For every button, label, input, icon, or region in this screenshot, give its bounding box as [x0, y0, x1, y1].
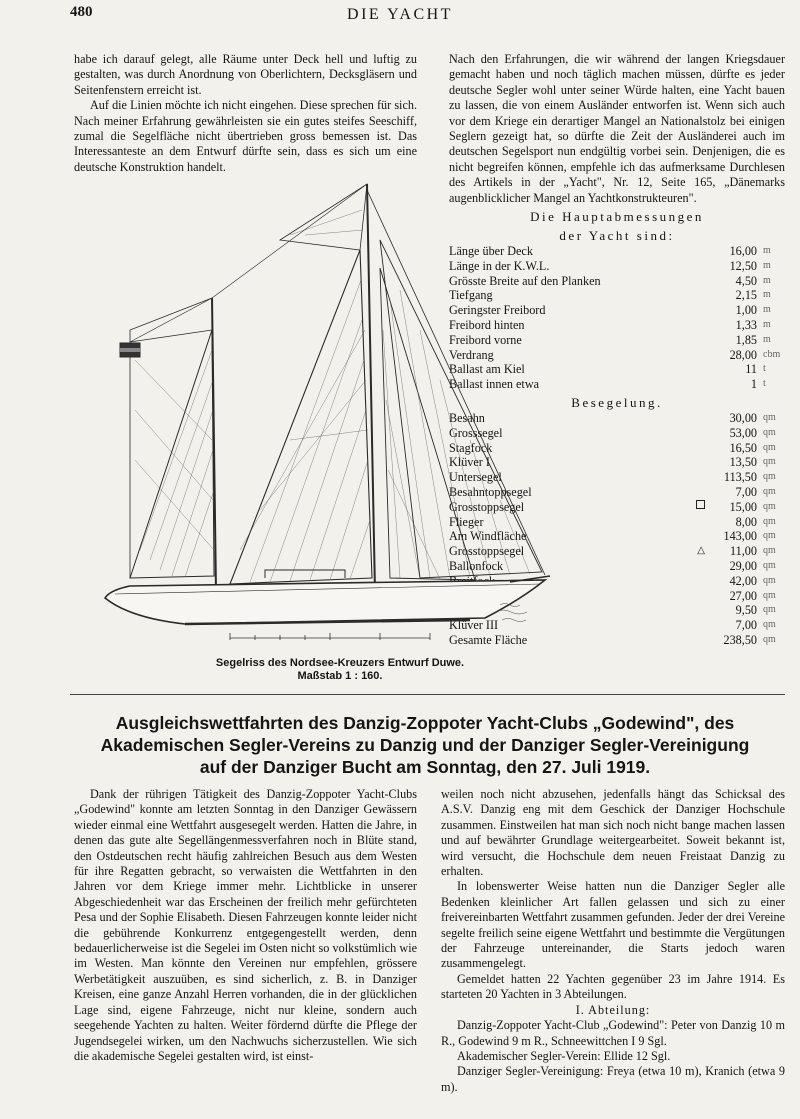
spec-unit: m: [763, 274, 771, 286]
paragraph: Auf die Linien möchte ich nicht eingehen. Diese sprechen für sich. Nach meiner Erfahrung gewährleisten sie ein gutes steifes Seeschiff, zumal die Segelfläche nicht übertrieben gross bemessen ist. Das Interessanteste an dem Entwurf dürfte sein, dass es sich um eine deutsche Konstruktion handelt.: [74, 98, 417, 174]
sail-plan-drawing: [90, 180, 560, 640]
spec-unit: t: [763, 378, 766, 390]
spec-value: 29,00: [729, 559, 757, 573]
article-headline: [60, 712, 790, 778]
triangle-symbol-icon: △: [697, 545, 705, 557]
spec-label: Besahn: [449, 411, 485, 426]
hull: [105, 580, 545, 624]
spec-label: Ballast am Kiel: [449, 362, 525, 377]
spec-unit: qm: [763, 589, 776, 601]
spec-label: Untersegel: [449, 470, 502, 485]
spec-value: 27,00: [729, 588, 757, 603]
page-number: 480: [70, 4, 93, 20]
spec-label: Flieger: [449, 514, 484, 529]
spec-unit: m: [763, 304, 771, 316]
spec-label: Grosstoppsegel: [449, 544, 525, 559]
spec-value: 7,00: [735, 618, 757, 633]
spec-value: 4,50: [735, 273, 757, 288]
headline-line: auf der Danziger Bucht am Sonntag, den 27. Juli 1919.: [199, 757, 651, 777]
article-right-column: [441, 787, 785, 1095]
spec-value: 143,00: [723, 529, 757, 544]
dimensions-heading-2: der Yacht sind:: [559, 228, 675, 244]
spec-value: 238,50: [723, 632, 757, 647]
spec-value: 113,50: [723, 470, 757, 485]
main-mast: [367, 184, 375, 592]
section-heading: I. Abteilung:: [575, 1002, 651, 1017]
spec-value: 15,00: [729, 499, 757, 514]
paragraph: In lobenswerter Weise hatten nun die Danziger Segler alle Bedenken kleinlicher Art fallen gelassen und sich zu einer freivereinbarten Wettfahrt zusammen gefunden. Jeder der drei Vereine segelte freilich seine eigene Wettfahrt und bestimmte die Vergütungen der Fahrzeuge untereinander, die Starts jedoch waren zusammengelegt.: [441, 879, 785, 971]
spec-value: 1: [750, 377, 757, 392]
spec-unit: m: [763, 245, 771, 257]
staysail: [380, 268, 475, 580]
top-left-column: [74, 52, 417, 175]
spec-label: Grosstoppsegel: [449, 499, 525, 514]
dimensions-heading: Die Hauptabmessungen: [530, 209, 704, 225]
spec-unit: qm: [763, 545, 776, 557]
square-symbol-icon: [696, 500, 705, 509]
spec-value: 2,15: [735, 288, 757, 303]
paragraph: habe ich darauf gelegt, alle Räume unter Deck hell und luftig zu gestalten, was durch Anordnung von Oberlichtern, Decksgläsern und Seitenfenstern erreicht ist.: [74, 52, 417, 97]
spec-label: Freibord vorne: [449, 332, 522, 347]
mizzen-sail: [130, 330, 214, 578]
spec-unit: qm: [763, 426, 776, 438]
entry: Akademischer Segler-Verein: Ellide 12 Sgl.: [457, 1048, 671, 1063]
spec-label: Besahntoppsegel: [449, 485, 532, 500]
spec-label: Ballonfock: [449, 559, 504, 573]
spec-unit: qm: [763, 560, 776, 571]
spec-label: Geringster Freibord: [449, 303, 546, 318]
jib: [380, 240, 542, 578]
spec-value: 9,50: [735, 603, 757, 618]
spec-unit: qm: [763, 486, 776, 498]
paragraph: Gemeldet hatten 22 Yachten gegenüber 23 im Jahre 1914. Es starteten 20 Yachten in 3 Abteilungen.: [441, 971, 785, 1002]
spec-unit: qm: [763, 515, 776, 527]
spec-value: 13,50: [729, 455, 757, 470]
spec-label: Freibord hinten: [449, 318, 525, 333]
spec-unit: m: [763, 319, 771, 331]
main-sail: [230, 250, 372, 584]
section-divider: [70, 694, 785, 695]
spec-unit: qm: [763, 441, 776, 453]
paragraph: Dank der rührigen Tätigkeit des Danzig-Zoppoter Yacht-Clubs „Godewind" konnte am letzten Sonntag in den Danziger Gewässern wieder einmal eine Wettfahrt ausgesegelt werden. Hatten die Jahre, in denen das gute alte Segellängenmessverfahren noch in Blüte stand, den Ostdeutschen recht häufig zahlreichen Besuch aus dem Westen für ihre Regatten gebracht, so verwaisten die Wettfahrten in den Jahren vor dem Kriege immer mehr. Lichtblicke in unserer Abgeschiedenheit war das Erscheinen der freilich mehr gefürchteten Pesa und der Sophie Elisabeth. Diesen Fahrzeugen konnte leider nicht die gebührende Konkurrenz entgegengestellt werden, denn bedauerlicherweise ist die Segelei im Osten nicht so volkstümlich wie im Westen. Man könnte den Vereinen nur empfehlen, grössere Werbetätigkeit auszuüben, es sind sicherlich, z. B. in Danziger Kreisen, eine ganze Anzahl Herren vorhanden, die in der glücklichen Lage sind, eigene Fahrzeuge, nicht nur kleine, sondern auch seegehende Yachten zu halten. Weiter fördernd dürfte die Pflege der Jugendsegelei wirken, um den Nachwuchs sicherzustellen. Wie sich die akademische Segelei gestalten wird, ist einst-: [74, 787, 417, 1063]
entry: Danzig-Zoppoter Yacht-Club „Godewind": Peter von Danzig 10 m R., Godewind 9 m R., Schneewittchen I 9 Sgl.: [441, 1018, 785, 1048]
spec-value: 12,50: [729, 258, 757, 273]
spec-label: Grösste Breite auf den Planken: [449, 273, 601, 288]
article-left-column: [74, 787, 417, 1064]
spec-label: Klüver I: [449, 455, 490, 470]
spec-unit: qm: [763, 619, 776, 631]
spec-value: 1,00: [735, 303, 757, 318]
spec-label: Tiefgang: [449, 288, 493, 303]
spec-label: Gesamte Fläche: [449, 632, 528, 647]
paragraph: weilen noch nicht abzusehen, jedenfalls hängt das Schicksal des A.S.V. Danzig eng mit dem Geschick der Danziger Hochschule zusammen. Einstweilen hat man sich noch nicht bange machen lassen und auf bewährter Grundlage weitergearbeitet. Soweit bekannt ist, wird versucht, die Hochschule dem neuen Freistaat Danzig zu erhalten.: [441, 787, 785, 879]
spec-value: 1,85: [735, 332, 757, 347]
spec-value: 11: [745, 362, 757, 377]
spec-value: 42,00: [729, 573, 757, 588]
spec-value: 28,00: [729, 347, 757, 362]
spec-value: 16,50: [729, 440, 757, 455]
spec-unit: t: [763, 363, 766, 375]
spec-unit: cbm: [763, 348, 781, 360]
headline-line: Akademischen Segler-Vereins zu Danzig und der Danziger Segler-Vereinigung: [100, 735, 750, 755]
spec-label: Am Windfläche: [449, 529, 527, 544]
spec-label: Stagfock: [449, 440, 493, 455]
spec-label: Ballast innen etwa: [449, 377, 540, 392]
spec-label: Verdrang: [449, 347, 494, 362]
spec-unit: qm: [763, 530, 776, 542]
spec-unit: qm: [763, 604, 776, 616]
spec-label: Grosssegel: [449, 425, 503, 440]
spec-label: Länge in der K.W.L.: [449, 258, 550, 273]
paragraph: Nach den Erfahrungen, die wir während der langen Kriegsdauer gemacht haben und noch täglich machen müssen, dürfte es jeder deutsche Segler wohl unter seiner Würde halten, eine Yacht bauen zu lassen, die von einem Ausländer entworfen ist. Wenn sich auch vor dem Kriege ein derartiger Mangel an Nationalstolz bei einigen Seglern gezeigt hat, so dürfte die Zeit der Ausländerei auch im deutschen Segelsport nun endgültig vorbei sein. Denjenigen, die es nicht begreifen können, empfehle ich das aufmerksame Durchlesen des Artikels in der „Yacht", Nr. 12, Seite 165, „Dänemarks augenblicklicher Mangel an Yachtkonstrukteuren".: [449, 52, 785, 205]
spec-value: 7,00: [735, 485, 757, 500]
headline-line: Ausgleichswettfahrten des Danzig-Zoppoter Yacht-Clubs „Godewind", des: [115, 713, 735, 733]
sails-heading: Besegelung.: [571, 395, 663, 411]
running-title: DIE YACHT: [347, 6, 453, 23]
spec-value: 53,00: [729, 425, 757, 440]
entry: Danziger Segler-Vereinigung: Freya (etwa 10 m), Kranich (etwa 9 m).: [441, 1064, 785, 1094]
spec-value: 11,00: [730, 544, 757, 559]
spec-value: 16,00: [729, 244, 757, 259]
spec-unit: qm: [763, 456, 776, 468]
spec-unit: qm: [763, 412, 776, 424]
figure-scale: Maßstab 1 : 160.: [297, 670, 383, 682]
spec-unit: m: [763, 289, 771, 301]
spec-unit: m: [763, 333, 771, 345]
spec-unit: qm: [763, 633, 776, 645]
spec-unit: qm: [763, 471, 776, 483]
spec-unit: m: [763, 259, 771, 271]
spec-label: Klüver III: [449, 618, 499, 633]
figure-caption: Segelriss des Nordsee-Kreuzers Entwurf Duwe.: [215, 657, 465, 669]
spec-unit: qm: [763, 574, 776, 586]
spec-unit: qm: [763, 500, 776, 512]
spec-value: 30,00: [729, 411, 757, 426]
spec-value: 8,00: [735, 514, 757, 529]
spec-value: 1,33: [735, 318, 757, 333]
spec-label: Länge über Deck: [449, 244, 533, 259]
